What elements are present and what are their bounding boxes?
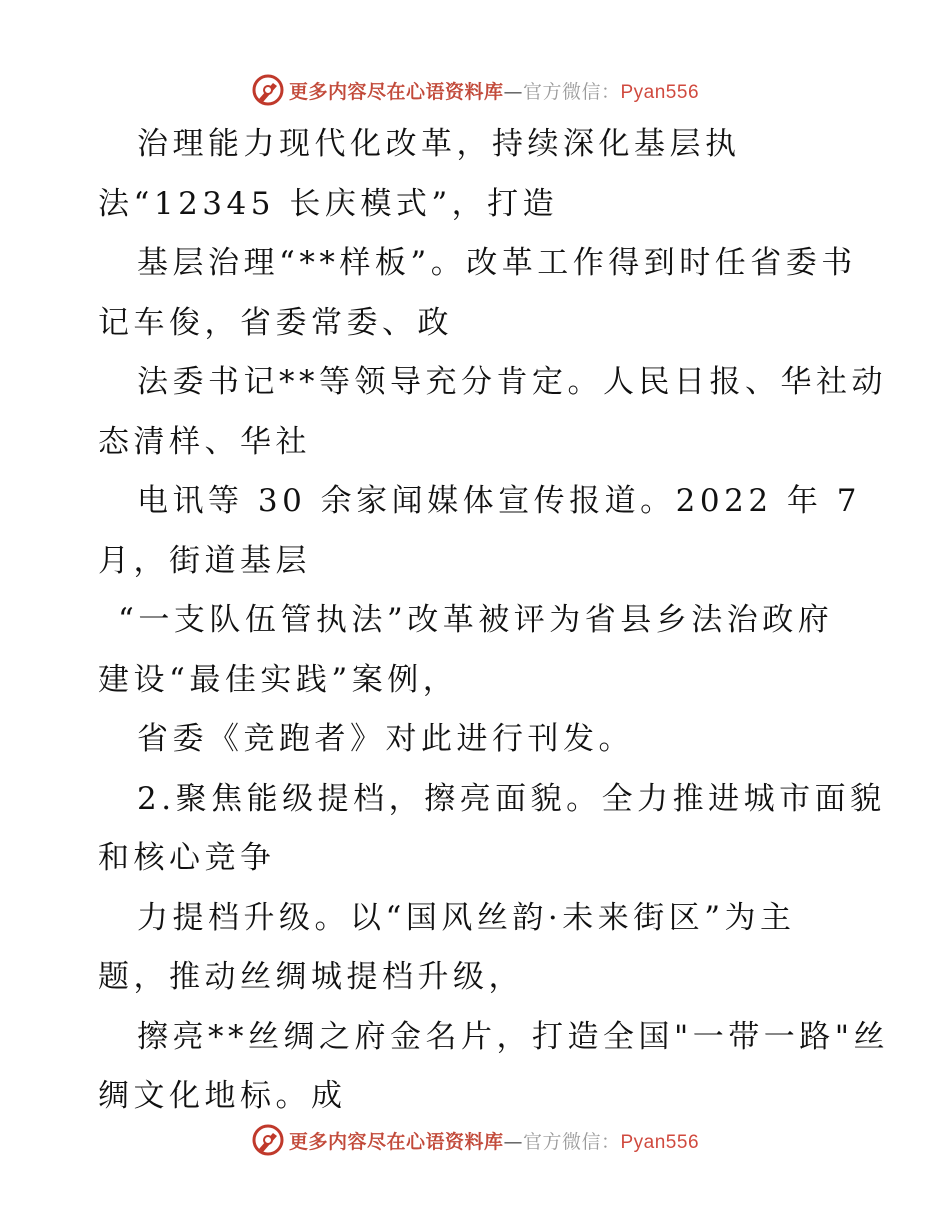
body-line: 省委《竞跑者》对此进行刊发。	[137, 721, 634, 757]
body-line: 记车俊，省委常委、政	[98, 305, 453, 341]
pen-logo-icon	[251, 73, 285, 107]
body-line: 题，推动丝绸城提档升级，	[98, 959, 524, 995]
body-line: 治理能力现代化改革，持续深化基层执	[137, 126, 741, 162]
body-line: 基层治理“**样板”。改革工作得到时任省委书	[137, 245, 857, 281]
body-line: 建设“最佳实践”案例，	[98, 662, 459, 698]
banner-site-name: 更多内容尽在心语资料库	[288, 80, 504, 103]
body-line: 绸文化地标。成	[98, 1078, 347, 1114]
body-line: 法“12345 长庆模式”，打造	[98, 186, 559, 222]
banner-site-name: 更多内容尽在心语资料库	[288, 1130, 504, 1153]
body-line: 和核心竞争	[98, 840, 276, 876]
body-line: 擦亮**丝绸之府金名片，打造全国"一带一路"丝	[137, 1019, 890, 1055]
body-line: 态清样、华社	[98, 424, 311, 460]
body-line: 2.聚焦能级提档，擦亮面貌。全力推进城市面貌	[137, 781, 886, 817]
header-banner	[0, 70, 950, 110]
footer-banner	[0, 1120, 950, 1160]
pen-logo-icon	[251, 1123, 285, 1157]
body-line: 力提档升级。以“国风丝韵·未来街区”为主	[137, 900, 796, 936]
banner-wechat-id: Pyan556	[620, 81, 700, 103]
banner-dash: —	[503, 80, 523, 103]
body-line: 月，街道基层	[98, 543, 311, 579]
banner-wechat-id: Pyan556	[620, 1131, 700, 1153]
banner-dash: —	[503, 1130, 523, 1153]
banner-wechat-label: 官方微信：	[522, 1130, 621, 1153]
banner-wechat-label: 官方微信：	[522, 80, 621, 103]
body-line: 法委书记**等领导充分肯定。人民日报、华社动	[137, 364, 887, 400]
body-line: 电讯等 30 余家闻媒体宣传报道。2022 年 7	[137, 483, 861, 519]
body-line: “一支队伍管执法”改革被评为省县乡法治政府	[118, 602, 834, 638]
